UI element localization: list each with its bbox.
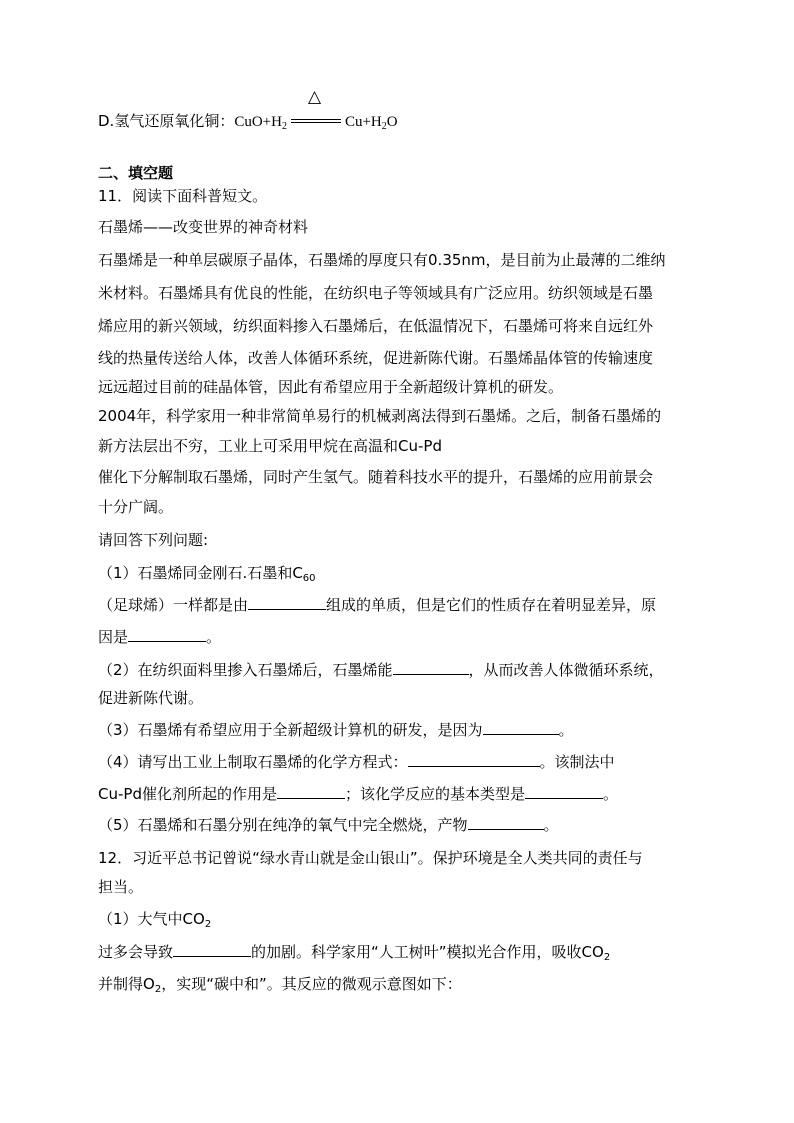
paragraph-line: 2004年，科学家用一种非常简单易行的机械剥离法得到石墨烯。之后，制备石墨烯的: [98, 407, 662, 425]
subquestion-text: 。: [602, 785, 618, 803]
subquestion-1-cont: [98, 594, 656, 616]
formula-text: Cu+H: [344, 114, 382, 130]
paragraph-line: 烯应用的新兴领域，纺织面料掺入石墨烯后，在低温情况下，石墨烯可将来自远红外: [98, 317, 654, 335]
paragraph-line: 石墨烯是一种单层碳原子晶体，石墨烯的厚度只有0.35nm，是目前为止最薄的二维纳: [98, 251, 666, 269]
subquestion-text: ，从而改善人体微循环系统，: [468, 661, 664, 679]
q11-intro: 11．阅读下面科普短文。: [98, 187, 268, 205]
subquestion-text: 并制得O: [98, 975, 155, 993]
subquestion-3: [98, 719, 574, 741]
answer-blank[interactable]: [128, 626, 206, 642]
article-title: 石墨烯——改变世界的神奇材料: [98, 218, 309, 236]
answer-blank[interactable]: [277, 783, 345, 799]
subquestion-text: 因是: [98, 628, 129, 646]
subscript: 2: [281, 121, 287, 132]
subquestion-4: [98, 751, 615, 773]
option-d-label: D.氢气还原氧化铜：: [98, 112, 235, 130]
answer-blank[interactable]: [248, 594, 326, 610]
answer-blank[interactable]: [483, 719, 559, 735]
subquestion-text: （1）石墨烯同金刚石.石墨和C: [98, 564, 303, 582]
subscript: 2: [603, 952, 611, 963]
subquestion-1: [98, 562, 316, 590]
q12-subquestion-1-end: [98, 973, 462, 1001]
answer-blank[interactable]: [468, 814, 544, 830]
formula-text: CuO+H: [234, 114, 282, 130]
equals-bar-top: [291, 119, 341, 120]
subquestion-2-cont: 促进新陈代谢。: [98, 689, 204, 707]
subquestion-text: （2）在纺织面料里掺入石墨烯后，石墨烯能: [98, 661, 393, 679]
formula-products: [345, 114, 398, 130]
option-d-line: [98, 87, 398, 138]
subquestion-text: ，实现“碳中和”。其反应的微观示意图如下：: [161, 975, 462, 993]
subquestion-5: [98, 814, 559, 836]
subquestion-1-end: [98, 626, 221, 648]
answer-blank[interactable]: [408, 751, 540, 767]
q12-subquestion-1: [98, 908, 211, 936]
equals-bar-bottom: [291, 122, 341, 123]
subscript: 2: [154, 984, 162, 995]
subscript: 2: [381, 121, 387, 132]
heat-condition-symbol: △: [307, 87, 322, 107]
subquestion-text: （1）大气中CO: [98, 910, 205, 928]
q12-subquestion-1-cont: [98, 941, 610, 969]
q12-intro-cont: 担当。: [98, 878, 144, 896]
paragraph-line: 新方法层出不穷，工业上可采用甲烷在高温和Cu-Pd: [98, 437, 442, 455]
answer-blank[interactable]: [393, 659, 469, 675]
subquestion-text: 。: [543, 816, 559, 834]
subquestion-text: （3）石墨烯有希望应用于全新超级计算机的研发，是因为: [98, 721, 483, 739]
question-prompt: 请回答下列问题:: [98, 531, 209, 549]
subquestion-text: ；该化学反应的基本类型是: [344, 785, 525, 803]
subscript: 2: [204, 919, 212, 930]
subquestion-text: 。: [206, 628, 222, 646]
equation-arrow: [287, 87, 345, 132]
subquestion-2: [98, 659, 664, 681]
section-heading: 二、填空题: [98, 164, 174, 182]
subquestion-text: （4）请写出工业上制取石墨烯的化学方程式：: [98, 753, 408, 771]
paragraph-line: 催化下分解制取石墨烯，同时产生氢气。随着科技水平的提升，石墨烯的应用前景会: [98, 468, 654, 486]
subquestion-text: 。: [558, 721, 574, 739]
formula-reactants: [234, 114, 287, 130]
paragraph-line: 十分广阔。: [98, 498, 174, 516]
subquestion-text: （5）石墨烯和石墨分别在纯净的氧气中完全燃烧，产物: [98, 816, 468, 834]
subquestion-text: 的加剧。科学家用“人工树叶”模拟光合作用，吸收CO: [251, 943, 604, 961]
subquestion-text: 。该制法中: [539, 753, 615, 771]
q12-intro: 12．习近平总书记曾说“绿水青山就是金山银山”。保护环境是全人类共同的责任与: [98, 849, 643, 867]
paragraph-line: 远远超过目前的硅晶体管，因此有希望应用于全新超级计算机的研发。: [98, 378, 564, 396]
answer-blank[interactable]: [173, 941, 251, 957]
subquestion-text: （足球烯）一样都是由: [98, 596, 249, 614]
formula-text: O: [386, 114, 398, 130]
paragraph-line: 米材料。石墨烯具有优良的性能，在纺织电子等领域具有广泛应用。纺织领域是石墨: [98, 284, 654, 302]
subquestion-text: 组成的单质，但是它们的性质存在着明显差异，原: [326, 596, 657, 614]
subscript: 60: [302, 573, 316, 584]
answer-blank[interactable]: [525, 783, 603, 799]
subquestion-text: 过多会导致: [98, 943, 174, 961]
subquestion-text: Cu-Pd催化剂所起的作用是: [98, 785, 277, 803]
subquestion-4-cont: [98, 783, 618, 805]
paragraph-line: 线的热量传送给人体，改善人体循环系统，促进新陈代谢。石墨烯晶体管的传输速度: [98, 349, 654, 367]
